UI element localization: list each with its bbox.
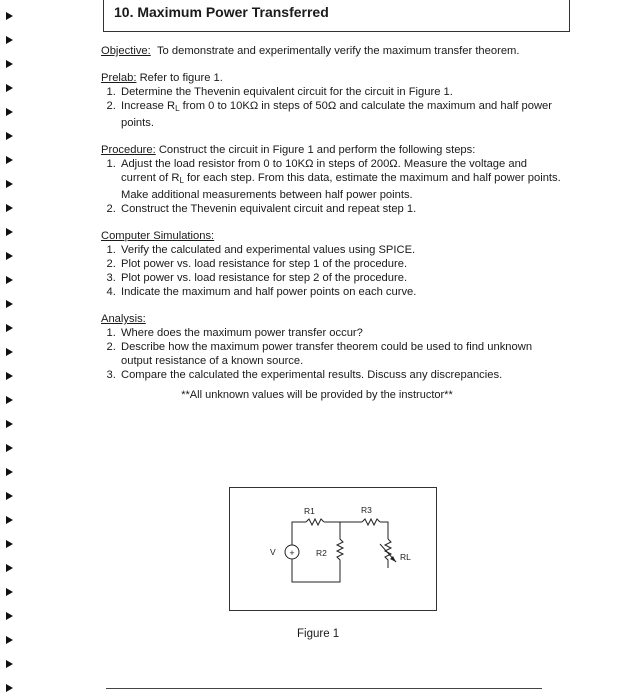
r1-label: R1	[304, 506, 315, 516]
binder-mark	[6, 228, 13, 236]
r3-resistor	[362, 519, 380, 525]
prelab-list	[101, 85, 561, 130]
r2-label: R2	[316, 548, 327, 558]
binder-mark	[6, 36, 13, 44]
prelab-section	[101, 71, 561, 130]
list-item: 4. Indicate the maximum and half power points on each curve.	[119, 285, 561, 299]
rl-label: RL	[400, 552, 411, 562]
procedure-section	[101, 143, 561, 216]
binder-mark	[6, 492, 13, 500]
objective-section	[101, 44, 561, 58]
simulations-label: Computer Simulations:	[101, 230, 215, 242]
binder-mark	[6, 204, 13, 212]
binder-mark	[6, 276, 13, 284]
analysis-list	[101, 326, 561, 382]
v-label: V	[270, 547, 276, 557]
binder-mark	[6, 156, 13, 164]
prelab-intro: Refer to figure 1.	[139, 72, 223, 84]
binder-mark	[6, 636, 13, 644]
binder-mark	[6, 684, 13, 692]
r1-resistor	[306, 519, 324, 525]
instructor-note: **All unknown values will be provided by the instructor**	[181, 389, 453, 401]
page-title: 10. Maximum Power Transferred	[114, 4, 329, 20]
r2-resistor	[337, 522, 343, 568]
binder-mark	[6, 132, 13, 140]
binder-mark	[6, 300, 13, 308]
procedure-label: Procedure:	[101, 144, 156, 156]
r3-label: R3	[361, 505, 372, 515]
binder-mark	[6, 348, 13, 356]
divider	[106, 688, 542, 689]
simulations-section	[101, 229, 561, 299]
list-item: 3. Plot power vs. load resistance for step 2 of the procedure.	[119, 271, 561, 285]
simulations-list	[101, 243, 561, 299]
list-item: 1. Adjust the load resistor from 0 to 10KΩ in steps of 200Ω. Measure the voltage and current of $R_L$ for each step. From this data, estimate the maximum and half power points. Make additional measurements between half power points.	[119, 157, 561, 202]
binder-mark	[6, 516, 13, 524]
binder-mark	[6, 252, 13, 260]
binder-mark	[6, 564, 13, 572]
binder-mark	[6, 84, 13, 92]
svg-text:+: +	[289, 548, 295, 558]
binder-mark	[6, 468, 13, 476]
prelab-label: Prelab:	[101, 72, 137, 84]
binder-mark	[6, 540, 13, 548]
r3-wire	[380, 522, 388, 539]
binder-mark	[6, 588, 13, 596]
bottom-wire	[292, 560, 340, 582]
binder-mark	[6, 612, 13, 620]
list-item: 3. Compare the calculated the experimental results. Discuss any discrepancies.	[119, 368, 561, 382]
objective-label: Objective:	[101, 45, 151, 57]
binder-mark	[6, 12, 13, 20]
binder-mark	[6, 660, 13, 668]
document-body	[101, 44, 561, 415]
list-item: 2. Describe how the maximum power transfer theorem could be used to find unknown output resistance of a known source.	[119, 340, 561, 368]
list-item: 2. Increase $R_L$ from 0 to 10KΩ in steps of 50Ω and calculate the maximum and half power points.	[119, 99, 561, 130]
binder-mark	[6, 324, 13, 332]
title-box	[103, 0, 570, 32]
list-item: 1. Determine the Thevenin equivalent circuit for the circuit in Figure 1.	[119, 85, 561, 99]
binder-mark	[6, 60, 13, 68]
binder-mark	[6, 372, 13, 380]
binder-mark	[6, 420, 13, 428]
circuit-figure	[229, 487, 437, 611]
list-item: 2. Construct the Thevenin equivalent circuit and repeat step 1.	[119, 202, 561, 216]
analysis-label: Analysis:	[101, 313, 146, 325]
figure-caption: Figure 1	[297, 628, 340, 640]
list-item: 1. Verify the calculated and experimental values using SPICE.	[119, 243, 561, 257]
analysis-section	[101, 312, 561, 402]
binder-mark	[6, 444, 13, 452]
objective-text: To demonstrate and experimentally verify the maximum transfer theorem.	[156, 45, 520, 57]
binder-mark	[6, 180, 13, 188]
binder-mark	[6, 396, 13, 404]
circuit-diagram	[230, 488, 436, 610]
procedure-list	[101, 157, 561, 216]
list-item: 1. Where does the maximum power transfer occur?	[119, 326, 561, 340]
binder-edge	[0, 0, 40, 700]
binder-mark	[6, 108, 13, 116]
procedure-intro: Construct the circuit in Figure 1 and perform the following steps:	[158, 144, 476, 156]
list-item: 2. Plot power vs. load resistance for step 1 of the procedure.	[119, 257, 561, 271]
